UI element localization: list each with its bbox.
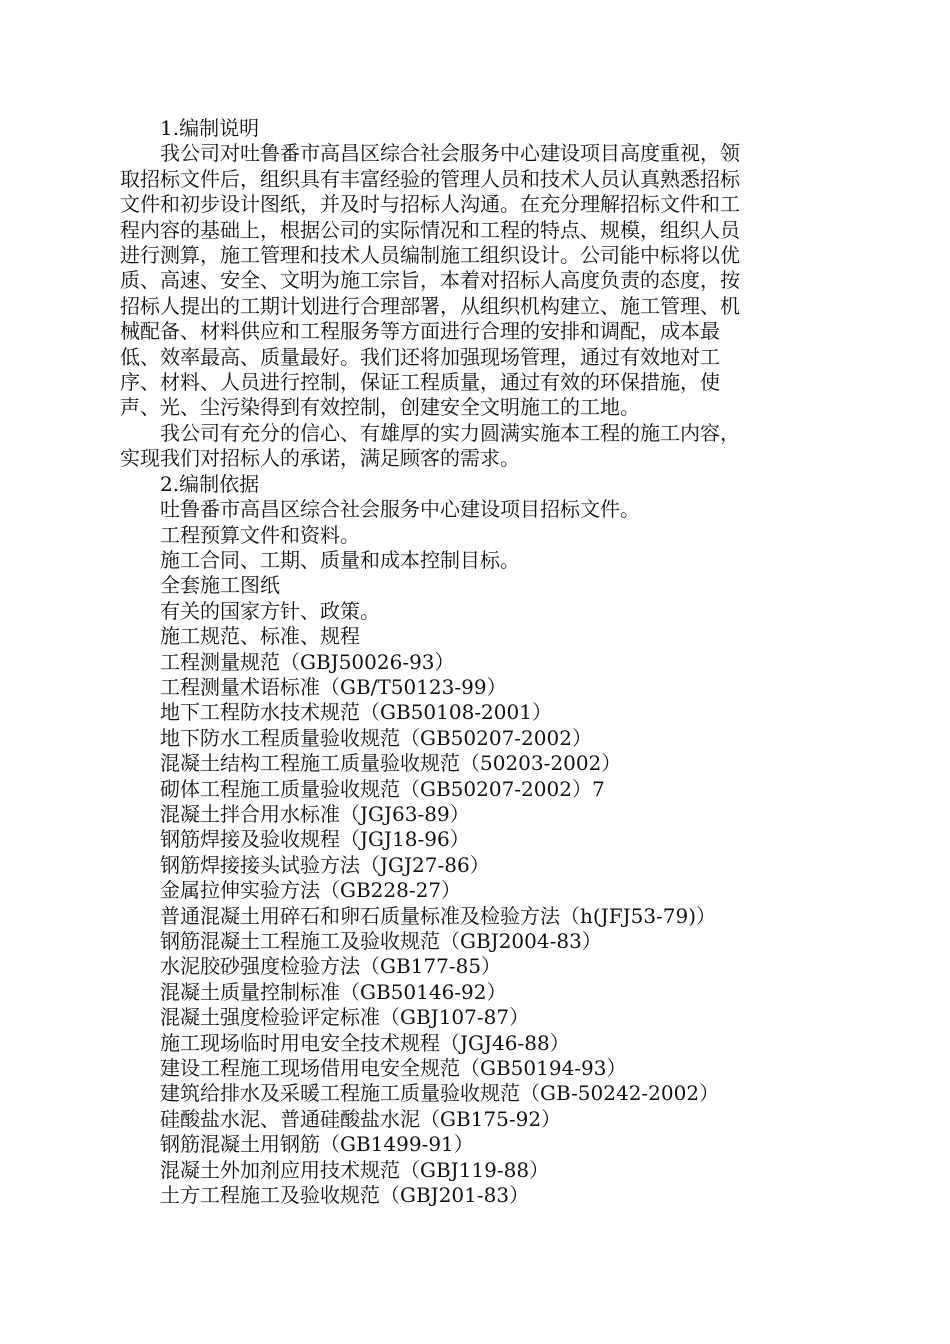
document-body — [120, 116, 832, 1208]
paragraph-line: 低、效率最高、质量最好。我们还将加强现场管理，通过有效地对工 — [120, 344, 720, 369]
list-item: 建筑给排水及采暖工程施工质量验收规范（GB-50242-2002） — [160, 1081, 720, 1106]
paragraph-line: 质、高速、安全、文明为施工宗旨，本着对招标人高度负责的态度，按 — [120, 268, 740, 293]
list-item: 钢筋焊接及验收规程（JGJ18-96） — [160, 827, 470, 852]
list-item: 建设工程施工现场借用电安全规范（GB50194-93） — [160, 1056, 627, 1081]
list-item: 工程测量规范（GBJ50026-93） — [160, 649, 455, 674]
paragraph-line: 械配备、材料供应和工程服务等方面进行合理的安排和调配，成本最 — [120, 319, 720, 344]
list-item: 全套施工图纸 — [160, 573, 280, 598]
list-item: 金属拉伸实验方法（GB228-27） — [160, 878, 462, 903]
list-item: 吐鲁番市高昌区综合社会服务中心建设项目招标文件。 — [160, 497, 640, 522]
list-item: 混凝土拌合用水标准（JGJ63-89） — [160, 801, 470, 826]
paragraph-intro — [120, 141, 832, 420]
list-item: 施工合同、工期、质量和成本控制目标。 — [160, 547, 520, 572]
paragraph-line: 我公司对吐鲁番市高昌区综合社会服务中心建设项目高度重视，领 — [160, 141, 740, 166]
list-item: 钢筋混凝土用钢筋（GB1499-91） — [160, 1132, 474, 1157]
paragraph-line: 招标人提出的工期计划进行合理部署，从组织机构建立、施工管理、机 — [120, 293, 740, 318]
list-item: 地下防水工程质量验收规范（GB50207-2002） — [160, 725, 592, 750]
paragraph-line: 我公司有充分的信心、有雄厚的实力圆满实施本工程的施工内容， — [160, 420, 740, 445]
paragraph-line: 实现我们对招标人的承诺，满足顾客的需求。 — [120, 446, 520, 471]
list-item: 地下工程防水技术规范（GB50108-2001） — [160, 700, 552, 725]
paragraph-line: 进行测算，施工管理和技术人员编制施工组织设计。公司能中标将以优 — [120, 243, 740, 268]
list-item: 施工现场临时用电安全技术规程（JGJ46-88） — [160, 1030, 570, 1055]
list-item: 混凝土强度检验评定标准（GBJ107-87） — [160, 1005, 530, 1030]
list-item: 钢筋焊接接头试验方法（JGJ27-86） — [160, 852, 490, 877]
section-heading-compilation-basis: 2.编制依据 — [160, 471, 260, 496]
list-item: 硅酸盐水泥、普通硅酸盐水泥（GB175-92） — [160, 1106, 562, 1131]
list-item: 砌体工程施工质量验收规范（GB50207-2002）7 — [160, 776, 605, 801]
list-item: 施工规范、标准、规程 — [160, 624, 360, 649]
paragraph-line: 文件和初步设计图纸，并及时与招标人沟通。在充分理解招标文件和工 — [120, 192, 740, 217]
paragraph-line: 取招标文件后，组织具有丰富经验的管理人员和技术人员认真熟悉招标 — [120, 166, 740, 191]
paragraph-line: 程内容的基础上，根据公司的实际情况和工程的特点、规模，组织人员 — [120, 217, 740, 242]
list-item: 工程预算文件和资料。 — [160, 522, 360, 547]
paragraph-confidence — [120, 421, 832, 472]
section-heading-compilation-notes: 1.编制说明 — [160, 116, 260, 140]
list-item: 混凝土结构工程施工质量验收规范（50203-2002） — [160, 751, 622, 776]
list-item: 有关的国家方针、政策。 — [160, 598, 380, 623]
basis-list — [120, 497, 832, 1208]
list-item: 水泥胶砂强度检验方法（GB177-85） — [160, 954, 502, 979]
list-item: 土方工程施工及验收规范（GBJ201-83） — [160, 1183, 530, 1208]
list-item: 工程测量术语标准（GB/T50123-99） — [160, 674, 507, 699]
list-item: 混凝土外加剂应用技术规范（GBJ119-88） — [160, 1157, 550, 1182]
list-item: 普通混凝土用碎石和卵石质量标准及检验方法（h(JFJ53-79)） — [160, 903, 717, 928]
list-item: 钢筋混凝土工程施工及验收规范（GBJ2004-83） — [160, 929, 602, 953]
paragraph-line: 声、光、尘污染得到有效控制，创建安全文明施工的工地。 — [120, 395, 640, 420]
paragraph-line: 序、材料、人员进行控制，保证工程质量，通过有效的环保措施，使 — [120, 370, 720, 395]
list-item: 混凝土质量控制标准（GB50146-92） — [160, 979, 507, 1004]
